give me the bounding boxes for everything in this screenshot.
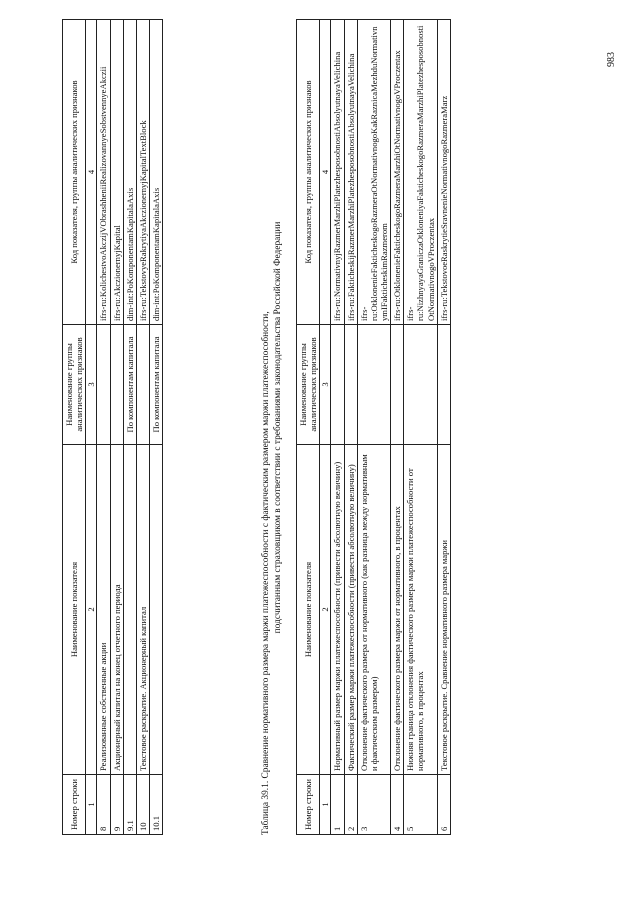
indicator-code: ifrs-ru:NormativnyjRazmerMarzhiPlatezhesposobnostiAbsolyutnayaVelichina bbox=[331, 20, 344, 325]
header-code: Код показателя, группы аналитических признаков bbox=[297, 20, 320, 325]
top-table-header-row bbox=[63, 20, 86, 835]
group-name: По компонентам капитала bbox=[149, 325, 162, 445]
group-name bbox=[344, 325, 357, 445]
col-number: 2 bbox=[320, 445, 331, 775]
table-row bbox=[110, 20, 123, 835]
indicator-name: Акционерный капитал на конец отчетного периода bbox=[110, 445, 123, 775]
indicator-code: ifrs-ru:OtklonenieFakticheskogoRazmeraOtNormativnogoKakRaznicaMezhduNormativnymIFakticheskimRazmerom bbox=[357, 20, 390, 325]
table-row bbox=[136, 20, 149, 835]
row-number: 10 bbox=[136, 775, 149, 835]
top-table bbox=[62, 19, 163, 835]
header-row-number: Номер строки bbox=[297, 775, 320, 835]
indicator-name: Нормативный размер маржи платежеспособности (привести абсолютную величину) bbox=[331, 445, 344, 775]
top-table-col-numbers bbox=[86, 20, 97, 835]
col-number: 1 bbox=[86, 775, 97, 835]
row-number: 6 bbox=[437, 775, 450, 835]
header-indicator-name: Наименование показателя bbox=[297, 445, 320, 775]
page-number: 983 bbox=[606, 52, 617, 67]
row-number: 9 bbox=[110, 775, 123, 835]
group-name bbox=[331, 325, 344, 445]
header-code: Код показателя, группы аналитических признаков bbox=[63, 20, 86, 325]
col-number: 2 bbox=[86, 445, 97, 775]
table-row bbox=[344, 20, 357, 835]
bottom-table bbox=[296, 19, 451, 835]
group-name bbox=[97, 325, 110, 445]
indicator-code: ifrs-ru:TekstovoeRaskrytieSravnenieNormativnogoRazmeraMarz bbox=[437, 20, 450, 325]
indicator-name: Текстовое раскрытие. Акционерный капитал bbox=[136, 445, 149, 775]
group-name bbox=[110, 325, 123, 445]
caption-line-1: Таблица 39.1. Сравнение нормативного размера маржи платежеспособности с фактическим размером маржи платежеспособности, bbox=[261, 311, 271, 835]
caption-line-2: подсчитанным страховщиком в соответствии с требованиями законодательства Российской Федерации bbox=[273, 221, 284, 634]
header-row-number: Номер строки bbox=[63, 775, 86, 835]
indicator-code: ifrs-ru:TekstovyeRakrytiyaAkczionernyjKapitalTextBlock bbox=[136, 20, 149, 325]
group-name bbox=[437, 325, 450, 445]
indicator-code: ifrs-ru:NizhnyayaGraniczaOtkloneniyaFakticheskogoRazmeraMarzhiPlatezhesposobnostiOtNormativnogoVProczentax bbox=[404, 20, 437, 325]
indicator-name bbox=[149, 445, 162, 775]
header-group-name: Наименование группы аналитических признаков bbox=[63, 325, 86, 445]
table-row bbox=[357, 20, 390, 835]
col-number: 4 bbox=[320, 20, 331, 325]
header-indicator-name: Наименование показателя bbox=[63, 445, 86, 775]
group-name bbox=[391, 325, 404, 445]
table-row bbox=[437, 20, 450, 835]
row-number: 4 bbox=[391, 775, 404, 835]
indicator-code: dim-int:PoKomponentamKapitalaAxis bbox=[123, 20, 136, 325]
group-name bbox=[357, 325, 390, 445]
table-caption bbox=[260, 20, 284, 835]
indicator-name: Фактический размер маржи платежеспособности (привести абсолютную величину) bbox=[344, 445, 357, 775]
indicator-name: Текстовое раскрытие. Сравнение нормативного размера маржи bbox=[437, 445, 450, 775]
table-row bbox=[149, 20, 162, 835]
row-number: 3 bbox=[357, 775, 390, 835]
indicator-name: Реализованные собственные акции bbox=[97, 445, 110, 775]
row-number: 9.1 bbox=[123, 775, 136, 835]
group-name bbox=[136, 325, 149, 445]
table-row bbox=[391, 20, 404, 835]
group-name: По компонентам капитала bbox=[123, 325, 136, 445]
row-number: 10.1 bbox=[149, 775, 162, 835]
indicator-name: Нижняя граница отклонения фактического размера маржи платежеспособности от нормативного, в процентах bbox=[404, 445, 437, 775]
indicator-name bbox=[123, 445, 136, 775]
col-number: 1 bbox=[320, 775, 331, 835]
table-row bbox=[331, 20, 344, 835]
row-number: 2 bbox=[344, 775, 357, 835]
bottom-table-header-row bbox=[297, 20, 320, 835]
table-row bbox=[123, 20, 136, 835]
col-number: 4 bbox=[86, 20, 97, 325]
indicator-code: dim-int:PoKomponentamKapitalaAxis bbox=[149, 20, 162, 325]
header-group-name: Наименование группы аналитических признаков bbox=[297, 325, 320, 445]
indicator-code: ifrs-ru:KolichestvoAkczijVObrashheniiRealizovannyeSobstvennyeAkczii bbox=[97, 20, 110, 325]
bottom-table-col-numbers bbox=[320, 20, 331, 835]
col-number: 3 bbox=[86, 325, 97, 445]
row-number: 1 bbox=[331, 775, 344, 835]
indicator-code: ifrs-ru:AkczionernyjKapital bbox=[110, 20, 123, 325]
indicator-name: Отклонение фактического размера маржи от нормативного, в процентах bbox=[391, 445, 404, 775]
col-number: 3 bbox=[320, 325, 331, 445]
indicator-code: ifrs-ru:OtklonenieFakticheskogoRazmeraMarzhiOtNormativnogoVProczentax bbox=[391, 20, 404, 325]
table-row bbox=[97, 20, 110, 835]
indicator-name: Отклонение фактического размера от нормативного (как разница между нормативным и фактическим размером) bbox=[357, 445, 390, 775]
table-row bbox=[404, 20, 437, 835]
indicator-code: ifrs-ru:FakticheskijRazmerMarzhiPlatezhesposobnostiAbsolyutnayaVelichina bbox=[344, 20, 357, 325]
row-number: 5 bbox=[404, 775, 437, 835]
group-name bbox=[404, 325, 437, 445]
row-number: 8 bbox=[97, 775, 110, 835]
